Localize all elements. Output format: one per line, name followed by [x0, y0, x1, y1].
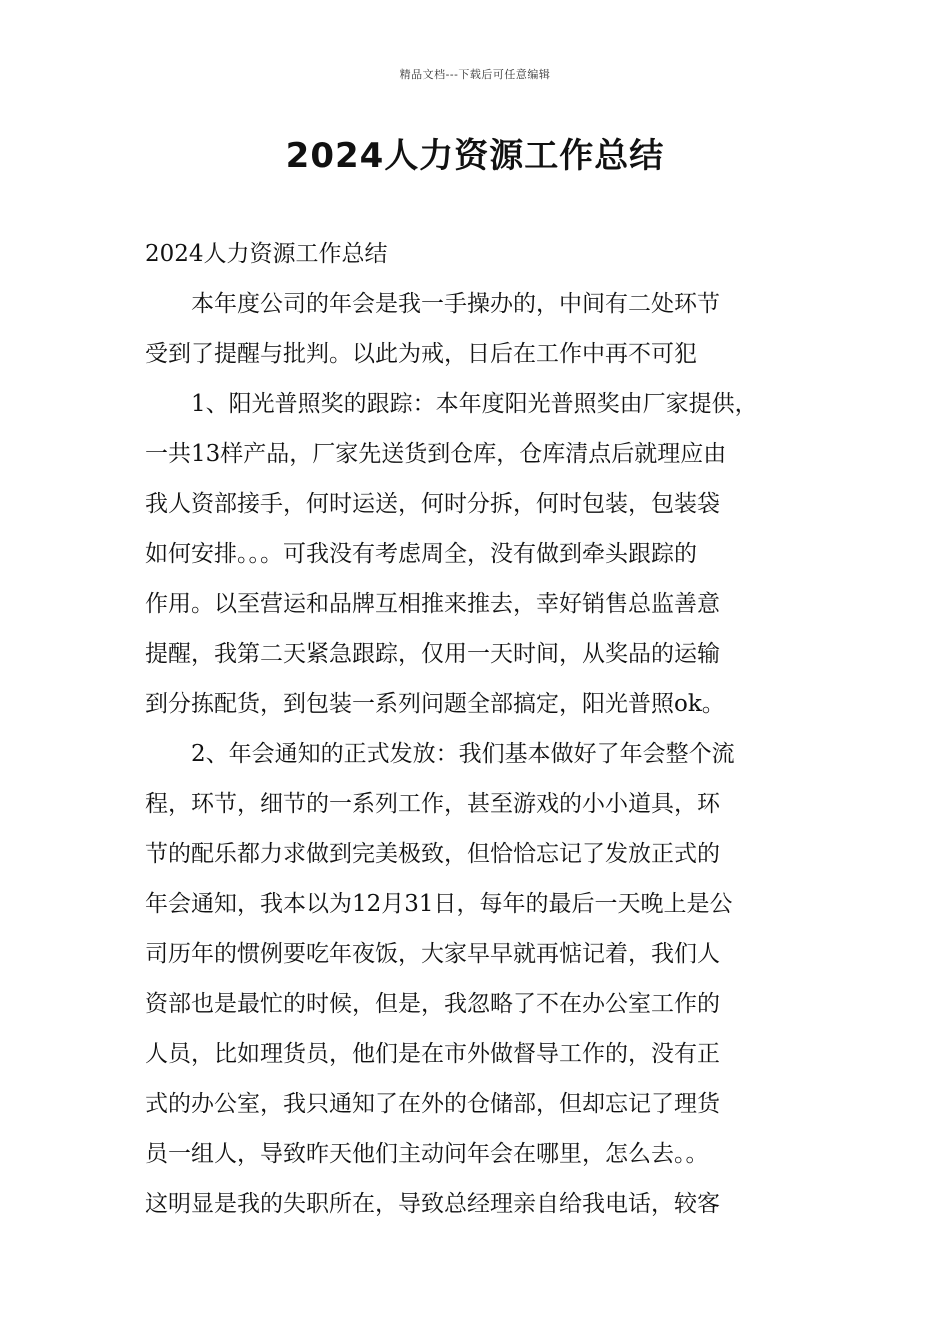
text-line: 到分拣配货，到包装一系列问题全部搞定，阳光普照ok。	[145, 691, 725, 717]
text-line: 程，环节，细节的一系列工作，甚至游戏的小小道具，环	[145, 791, 720, 817]
text-line: 这明显是我的失职所在，导致总经理亲自给我电话，较客	[145, 1191, 720, 1217]
text-line: 提醒，我第二天紧急跟踪，仅用一天时间，从奖品的运输	[145, 641, 720, 667]
text-line: 人员，比如理货员，他们是在市外做督导工作的，没有正	[145, 1041, 720, 1067]
document-body	[145, 229, 810, 1229]
body-subtitle: 2024人力资源工作总结	[145, 241, 388, 267]
text-line: 节的配乐都力求做到完美极致，但恰恰忘记了发放正式的	[145, 841, 720, 867]
text-line: 资部也是最忙的时候，但是，我忽略了不在办公室工作的	[145, 991, 720, 1017]
text-line: 如何安排。。。可我没有考虑周全，没有做到牵头跟踪的	[145, 541, 697, 567]
text-line: 2、年会通知的正式发放：我们基本做好了年会整个流	[191, 741, 735, 767]
text-line: 员一组人，导致昨天他们主动问年会在哪里，怎么去。。	[145, 1141, 709, 1167]
text-line: 1、阳光普照奖的跟踪：本年度阳光普照奖由厂家提供，	[191, 391, 758, 417]
text-line: 年会通知，我本以为12月31日，每年的最后一天晚上是公	[145, 891, 733, 917]
text-line: 司历年的惯例要吃年夜饭，大家早早就再惦记着，我们人	[145, 941, 720, 967]
text-line: 式的办公室，我只通知了在外的仓储部，但却忘记了理货	[145, 1091, 720, 1117]
header-note: 精品文档---下载后可任意编辑	[399, 68, 551, 81]
text-line: 我人资部接手，何时运送，何时分拆，何时包装，包装袋	[145, 491, 720, 517]
document-title: 2024人力资源工作总结	[285, 136, 665, 176]
text-line: 本年度公司的年会是我一手操办的，中间有二处环节	[191, 291, 720, 317]
text-line: 一共13样产品，厂家先送货到仓库，仓库清点后就理应由	[145, 441, 727, 467]
text-line: 作用。以至营运和品牌互相推来推去，幸好销售总监善意	[145, 591, 720, 617]
text-line: 受到了提醒与批判。以此为戒，日后在工作中再不可犯	[145, 341, 697, 367]
